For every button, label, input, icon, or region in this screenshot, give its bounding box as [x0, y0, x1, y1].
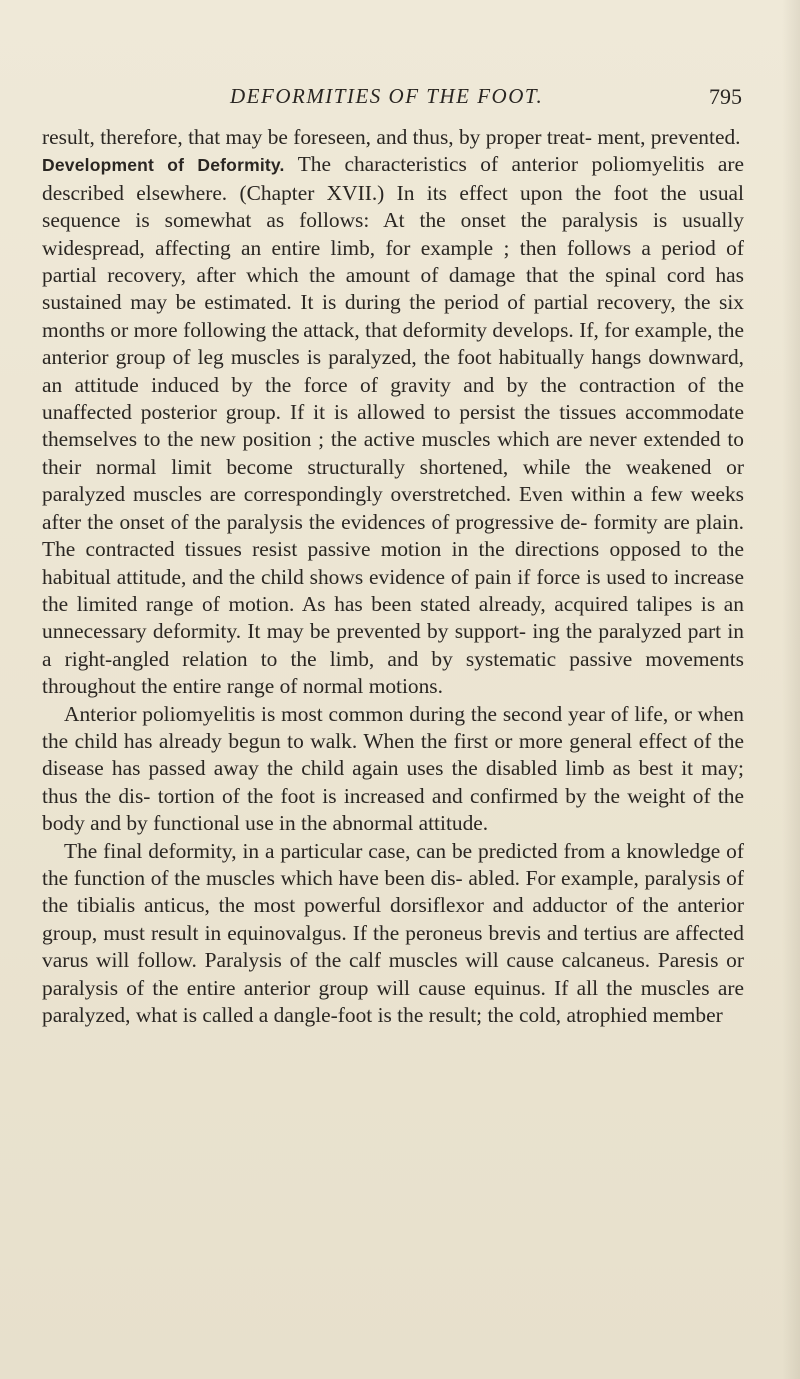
running-head: DEFORMITIES OF THE FOOT. — [230, 84, 544, 108]
paragraph-final-deformity: The final deformity, in a particular case, can be predicted from a knowledge of the function of the muscles which have been dis- abled. For example, paralysis of the tibialis anticus, the most powerful dorsiflexor and adductor of the anterior group, must result in equinovalgus. If the peroneus brevis and tertius are affected varus will follow. Paralysis of the calf muscles will cause calcaneus. Paresis or paralysis of the entire anterior group will cause equinus. If all the muscles are paralyzed, what is called a dangle-foot is the result; the cold, atrophied member — [42, 838, 744, 1027]
paragraph-poliomyelitis-age: Anterior poliomyelitis is most common during the second year of life, or when the child has already begun to walk. When the first or more general effect of the disease has passed away the child again uses the disabled limb as best it may; thus the dis- tortion of the foot is increased and confirmed by the weight of the body and by functional use in the abnormal attitude. — [42, 701, 744, 836]
section-side-heading: Development of Deformity. — [42, 155, 285, 176]
page-number: 795 — [709, 84, 742, 109]
paragraph-development-of-deformity — [42, 151, 744, 700]
page-header — [230, 84, 742, 114]
paragraph-text: The characteristics of anterior poliomyelitis are described elsewhere. (Chapter XVII.) In its effect upon the foot the usual sequence is somewhat as follows: At the onset the paralysis is usually widespread, affecting an entire limb, for example ; then follows a period of partial recovery, after which the amount of damage that the spinal cord has sustained may be estimated. It is during the period of partial recovery, the six months or more following the attack, that deformity develops. If, for example, the anterior group of leg muscles is paralyzed, the foot habitually hangs downward, an attitude induced by the force of gravity and by the contraction of the unaffected posterior group. If it is allowed to persist the tissues accommodate themselves to the new position ; the active muscles which are never extended to their normal limit become structurally shortened, while the weakened or paralyzed muscles are correspondingly overstretched. Even within a few weeks after the onset of the paralysis the evidences of progressive de- formity are plain. The contracted tissues resist passive motion in the directions opposed to the habitual attitude, and the child shows evidence of pain if force is used to increase the limited range of motion. As has been stated already, acquired talipes is an unnecessary deformity. It may be prevented by support- ing the paralyzed part in a right-angled relation to the limb, and by systematic passive movements throughout the entire range of normal motions. — [42, 152, 744, 699]
paragraph-continuation: result, therefore, that may be foreseen, and thus, by proper treat- ment, prevented. — [42, 125, 741, 149]
page-edge-shadow — [782, 0, 800, 1379]
body-text — [42, 124, 744, 1029]
